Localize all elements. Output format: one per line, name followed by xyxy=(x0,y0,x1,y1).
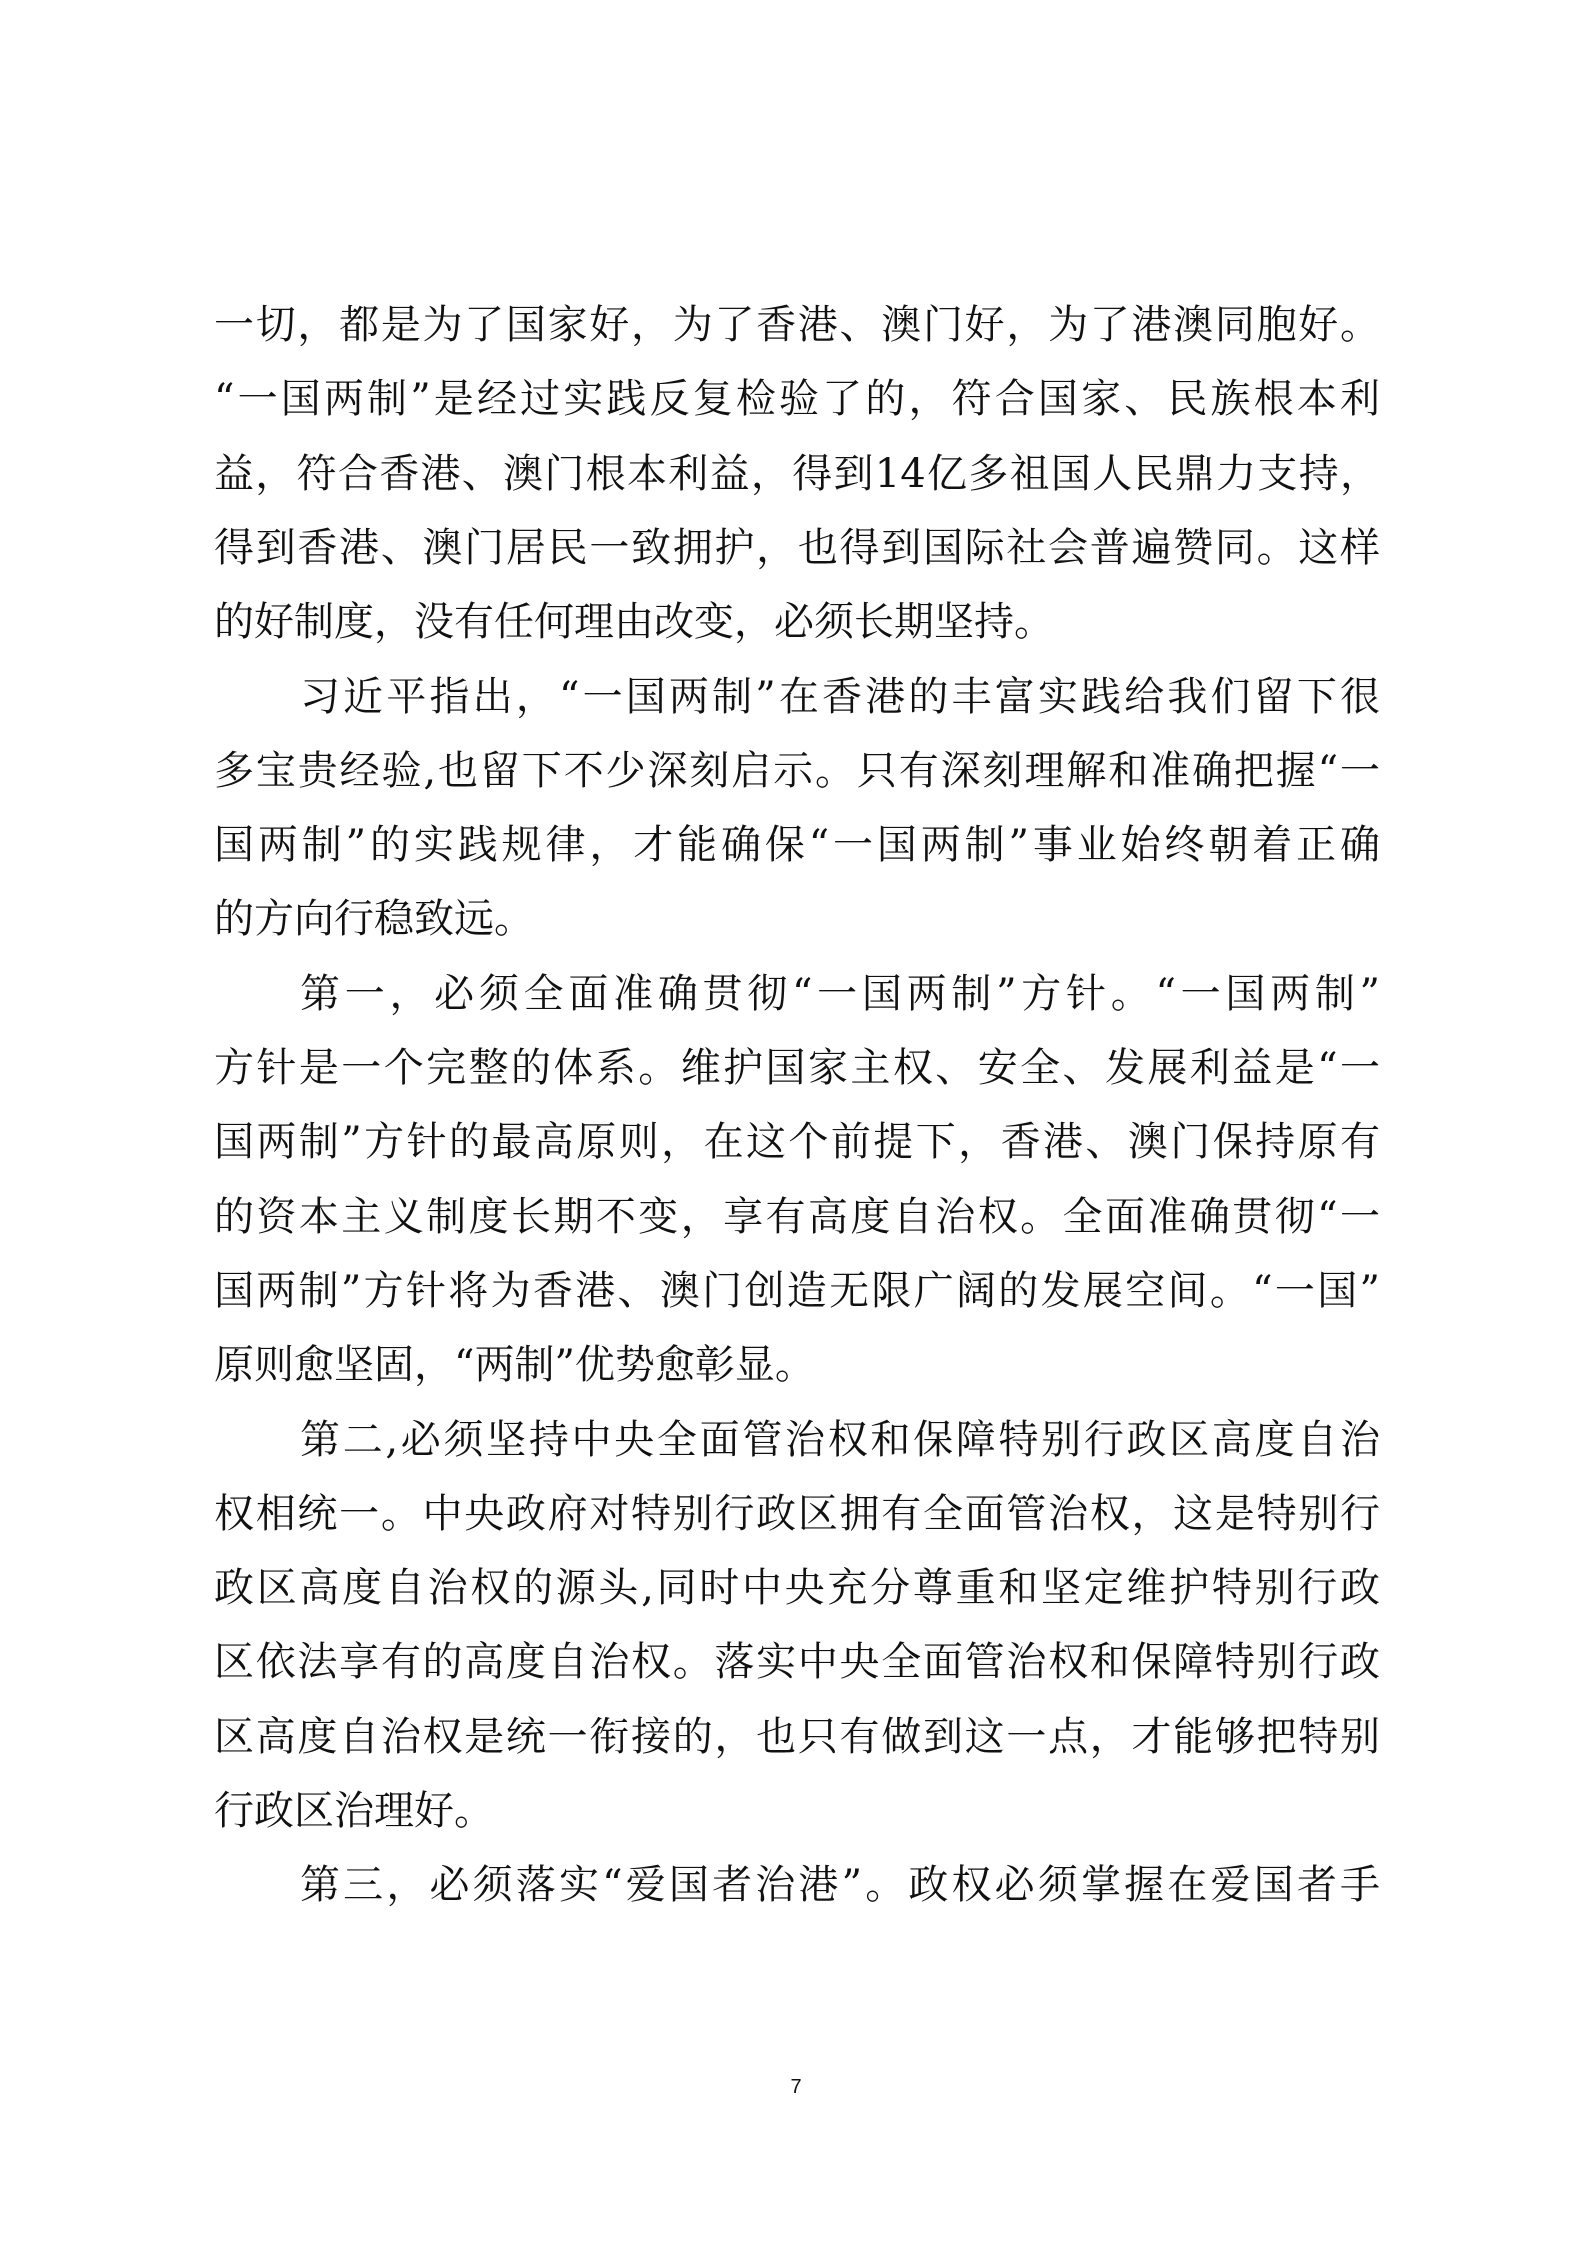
text-line: 习近平指出，“一国两制”在香港的丰富实践给我们留下很 xyxy=(300,673,1380,720)
text-line: 得到香港、澳门居民一致拥护，也得到国际社会普遍赞同。这样 xyxy=(214,524,1380,571)
text-line: 国两制”方针的最高原则，在这个前提下，香港、澳门保持原有 xyxy=(214,1119,1380,1166)
text-line: 的好制度，没有任何理由改变，必须长期坚持。 xyxy=(214,599,1054,646)
text-line: “一国两制”是经过实践反复检验了的，符合国家、民族根本利 xyxy=(214,376,1380,423)
text-line: 方针是一个完整的体系。维护国家主权、安全、发展利益是“一 xyxy=(214,1045,1380,1091)
text-line: 的方向行稳致远。 xyxy=(214,896,534,943)
text-line: 第三，必须落实“爱国者治港”。政权必须掌握在爱国者手 xyxy=(300,1862,1380,1909)
text-line: 国两制”方针将为香港、澳门创造无限广阔的发展空间。“一国” xyxy=(214,1267,1380,1314)
text-line: 区高度自治权是统一衔接的，也只有做到这一点，才能够把特别 xyxy=(214,1713,1380,1760)
text-line: 的资本主义制度长期不变，享有高度自治权。全面准确贯彻“一 xyxy=(214,1193,1380,1240)
page-number: 7 xyxy=(790,2076,802,2098)
text-line: 一切，都是为了国家好，为了香港、澳门好，为了港澳同胞好。 xyxy=(214,302,1380,348)
text-line: 多宝贵经验,也留下不少深刻启示。只有深刻理解和准确把握“一 xyxy=(214,747,1380,794)
text-line: 益，符合香港、澳门根本利益，得到14亿多祖国人民鼎力支持， xyxy=(214,450,1380,497)
text-line: 政区高度自治权的源头,同时中央充分尊重和坚定维护特别行政 xyxy=(214,1565,1380,1612)
text-line: 第一，必须全面准确贯彻“一国两制”方针。“一国两制” xyxy=(300,970,1380,1017)
text-line: 区依法享有的高度自治权。落实中央全面管治权和保障特别行政 xyxy=(214,1639,1380,1686)
text-line: 权相统一。中央政府对特别行政区拥有全面管治权，这是特别行 xyxy=(214,1490,1380,1537)
text-line: 国两制”的实践规律，才能确保“一国两制”事业始终朝着正确 xyxy=(214,822,1380,869)
text-line: 第二,必须坚持中央全面管治权和保障特别行政区高度自治 xyxy=(300,1416,1380,1463)
text-line: 原则愈坚固，“两制”优势愈彰显。 xyxy=(214,1342,815,1389)
text-line: 行政区治理好。 xyxy=(214,1788,494,1834)
